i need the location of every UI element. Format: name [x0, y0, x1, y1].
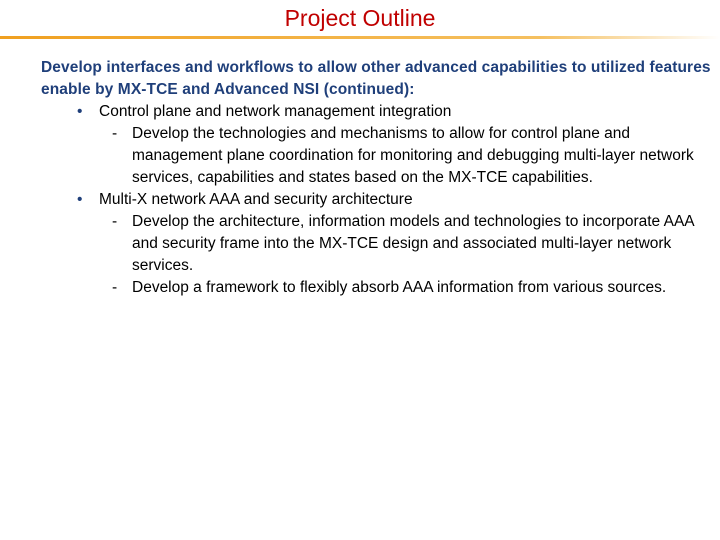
subitem-aaa-framework	[41, 277, 713, 299]
subitem-aaa-architecture	[41, 211, 713, 277]
subitem-text: Develop a framework to flexibly absorb AAA information from various sources.	[132, 279, 667, 296]
subitem-text: Develop the architecture, information models and technologies to incorporate AAA and security frame into the MX-TCE design and associated multi-layer network services.	[132, 213, 694, 274]
bullet-text: Multi-X network AAA and security architecture	[99, 191, 413, 208]
bullet-marker: •	[77, 191, 83, 208]
dash-marker: -	[112, 213, 118, 230]
bullet-item-aaa-security	[41, 189, 713, 211]
subitem-control-plane-coordination	[41, 123, 713, 189]
slide-title: Project Outline	[284, 5, 436, 31]
intro-paragraph: Develop interfaces and workflows to allow other advanced capabilities to utilized features enable by MX-TCE and Advanced NSI (continued):	[41, 59, 711, 98]
bullet-item-control-plane	[41, 101, 713, 123]
subitem-text: Develop the technologies and mechanisms to allow for control plane and management plane coordination for monitoring and debugging multi-layer network services, capabilities and states based on the MX-TCE capabilities.	[132, 125, 694, 186]
slide-body	[41, 57, 713, 299]
dash-marker: -	[112, 279, 118, 296]
title-divider	[0, 36, 720, 39]
bullet-marker: •	[77, 103, 83, 120]
dash-marker: -	[112, 125, 118, 142]
bullet-text: Control plane and network management integration	[99, 103, 452, 120]
